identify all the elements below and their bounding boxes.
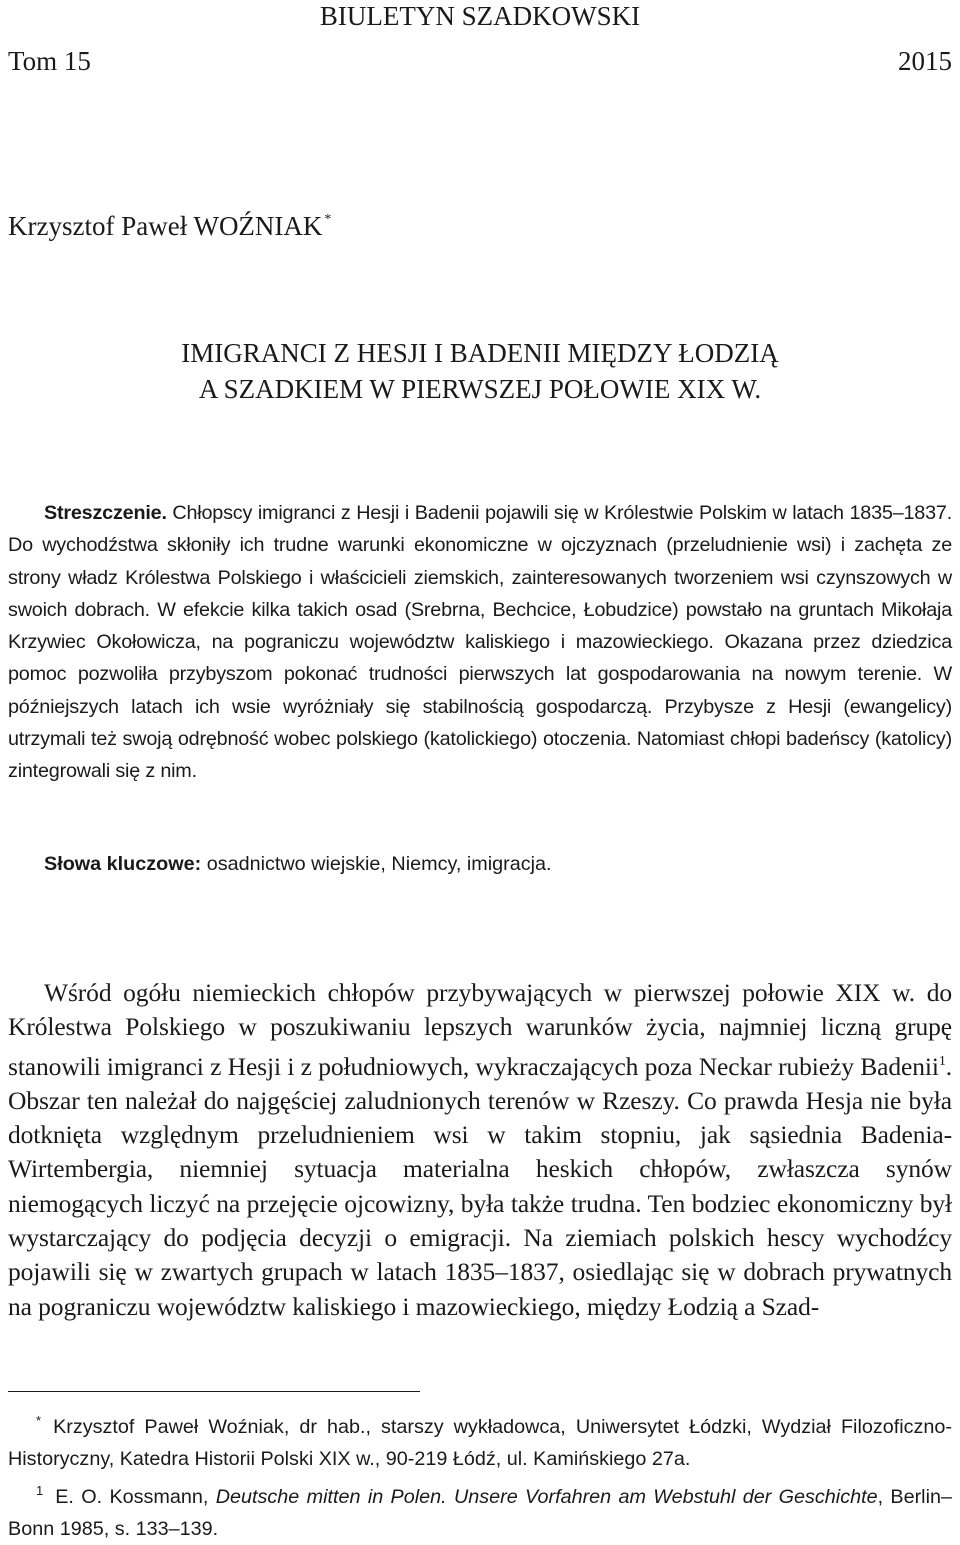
body-text-part-1: Wśród ogółu niemieckich chłopów przybywających w pierwszej połowie XIX w. do Królestwa Polskiego w poszukiwaniu lepszych warunków życia, najmniej liczną grupę stanowili imigranci z Hesji i z południowych, wykraczających poza Neckar rubieży Badenii (8, 978, 952, 1081)
abstract (8, 497, 952, 788)
footnote-text: Krzysztof Paweł Woźniak, dr hab., starszy wykładowca, Uniwersytet Łódzki, Wydział Filozoficzno-Historyczny, Katedra Historii Polski XIX w., 90-219 Łódź, ul. Kamińskiego 27a. (8, 1416, 952, 1470)
body-text (8, 976, 952, 1324)
footnote-ref-1[interactable]: 1 (938, 1053, 946, 1069)
keywords (44, 848, 552, 880)
author-name: Krzysztof Paweł WOŹNIAK (8, 211, 323, 241)
title-line-2: A SZADKIEM W PIERWSZEJ POŁOWIE XIX W. (198, 374, 762, 404)
abstract-label: Streszczenie. (44, 502, 167, 524)
footnote-author (8, 1405, 952, 1475)
abstract-paragraph (8, 497, 952, 788)
body-text-part-2: . Obszar ten należał do najgęściej zaludnionych terenów w Rzeszy. Co prawda Hesja nie była dotknięta względnym przeludnieniem wsi w takim stopniu, jak sąsiednia Badenia-Wirtembergia, niemniej sytuacja materialna heskich chłopów, zwłaszcza synów niemogących liczyć na przejęcie ojcowizny, była także trudna. Ten bodziec ekonomiczny był wystarczający do podjęcia decyzji o emigracji. Na ziemiach polskich hescy wychodźcy pojawili się w zwartych grupach w latach 1835–1837, osiedlając się w dobrach prywatnych na pograniczu województw kaliskiego i mazowieckiego, między Łodzią a Szad- (8, 1051, 952, 1321)
author-footnote-marker[interactable]: * (324, 212, 332, 227)
keywords-label: Słowa kluczowe: (44, 853, 202, 875)
author-line (8, 203, 331, 243)
footnotes (8, 1405, 952, 1545)
footnote-mark: * (36, 1413, 42, 1428)
footnote-mark: 1 (36, 1483, 44, 1498)
footnote-1 (8, 1475, 952, 1545)
footnote-separator (8, 1391, 420, 1392)
title-line-1: IMIGRANCI Z HESJI I BADENII MIĘDZY ŁODZIĄ (181, 338, 779, 368)
volume-number: Tom 15 (8, 46, 91, 76)
body-paragraph (8, 976, 952, 1324)
abstract-text: Chłopscy imigranci z Hesji i Badenii pojawili się w Królestwie Polskim w latach 1835–1837. Do wychodźstwa skłoniły ich trudne warunki ekonomiczne w ojczyznach (przeludnienie wsi) i zachęta ze strony władz Królestwa Polskiego i właścicieli ziemskich, zainteresowanych tworzeniem wsi czynszowych w swoich dobrach. W efekcie kilka takich osad (Srebrna, Bechcice, Łobudzice) powstało na gruntach Mikołaja Krzywiec Okołowicza, na pograniczu województw kaliskiego i mazowieckiego. Okazana przez dziedzica pomoc pozwoliła przybyszom pokonać trudności pierwszych lat gospodarowania na nowym terenie. W późniejszych latach ich wsie wyróżniały się stabilnością gospodarczą. Przybysze z Hesji (ewangelicy) utrzymali też swoją odrębność wobec polskiego (katolickiego) otoczenia. Natomiast chłopi badeńscy (katolicy) zintegrowali się z nim. (8, 502, 952, 783)
article-title (0, 335, 960, 407)
footnote-citation-title: Deutsche mitten in Polen. Unsere Vorfahren am Webstuhl der Geschichte (215, 1486, 878, 1508)
footnote-citation-rest: , Berlin–Bonn 1985, s. 133–139. (8, 1486, 952, 1540)
journal-title: BIULETYN SZADKOWSKI (319, 1, 641, 31)
keywords-text: osadnictwo wiejskie, Niemcy, imigracja. (206, 853, 552, 875)
publication-year: 2015 (898, 46, 952, 76)
footnote-citation-author: E. O. Kossmann, (55, 1486, 209, 1508)
